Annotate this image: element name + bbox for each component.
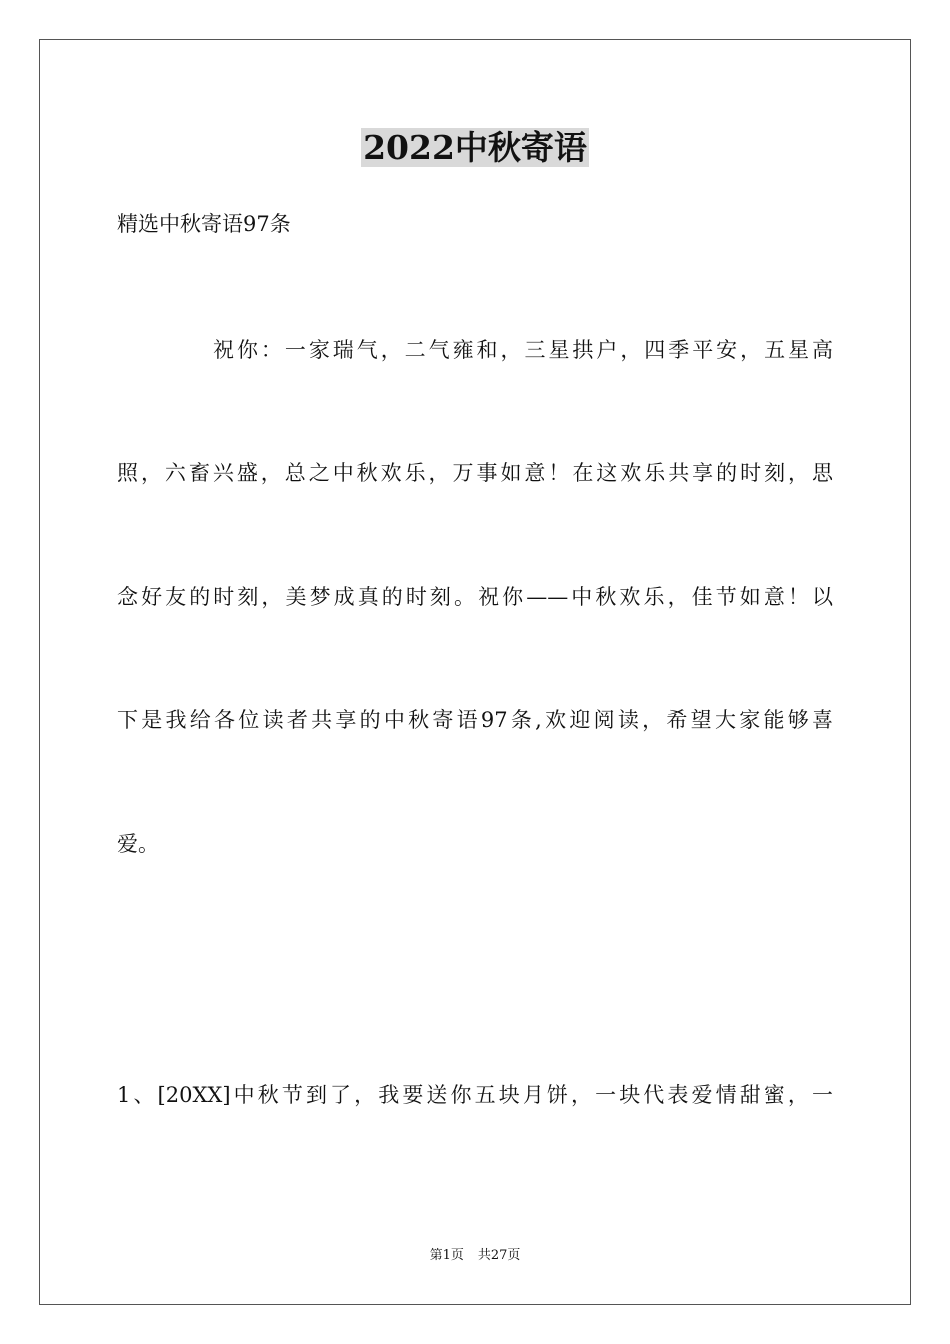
document-title-text: 2022中秋寄语 [363, 128, 587, 167]
page-number: 第1页 [429, 1248, 464, 1263]
intro-line-5: 爱。 [117, 832, 159, 856]
intro-line-3: 念好友的时刻，美梦成真的时刻。祝你——中秋欢乐，佳节如意！以 [117, 585, 833, 609]
page-footer [0, 1247, 950, 1265]
intro-line-4: 下是我给各位读者共享的中秋寄语97条,欢迎阅读，希望大家能够喜 [117, 708, 833, 732]
page-total: 共27页 [477, 1248, 521, 1263]
item-1-line-1: 1、[20XX]中秋节到了，我要送你五块月饼，一块代表爱情甜蜜，一 [117, 1083, 833, 1107]
document-subtitle: 精选中秋寄语97条 [117, 212, 291, 236]
document-title [0, 126, 950, 170]
intro-line-1: 祝你：一家瑞气，二气雍和，三星拱户，四季平安，五星高 [213, 338, 833, 362]
intro-line-2: 照，六畜兴盛，总之中秋欢乐，万事如意！在这欢乐共享的时刻，思 [117, 461, 833, 485]
